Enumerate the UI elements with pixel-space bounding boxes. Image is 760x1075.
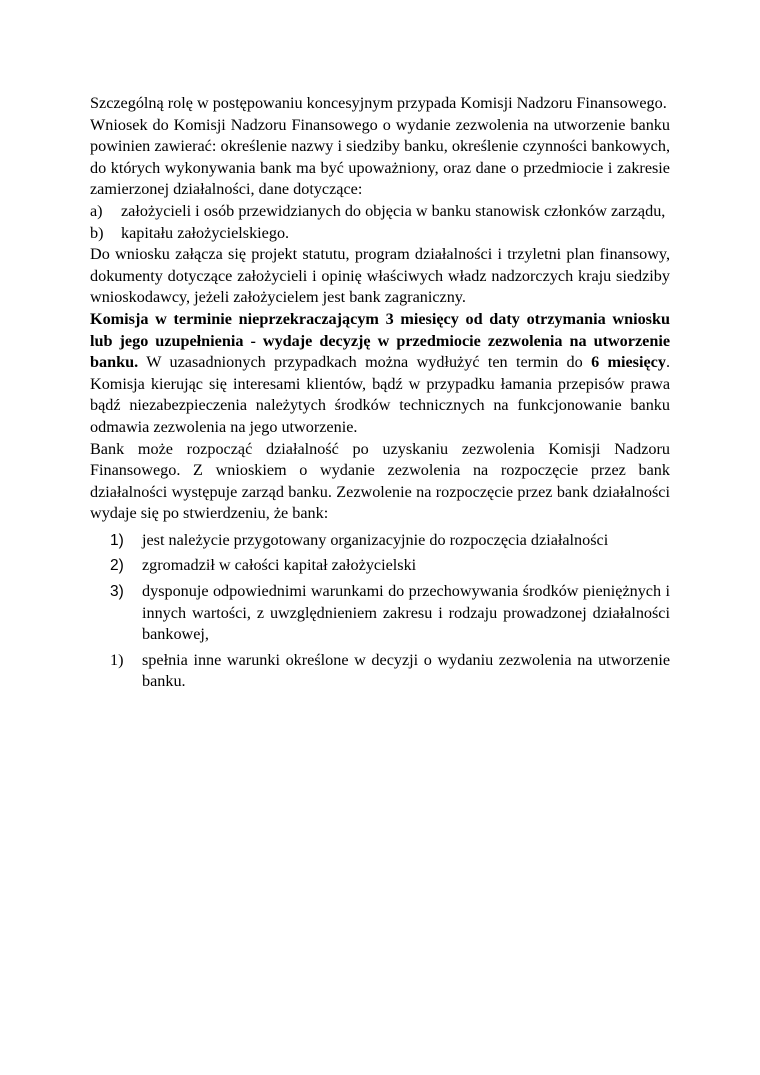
list-marker: 3) — [110, 583, 124, 601]
list-marker: 2) — [110, 557, 124, 575]
paragraph-decision — [90, 309, 670, 439]
decision-text-end: . Komisja kierując się interesami klientów, bądź w przypadku łamania przepisów prawa bądź niezabezpieczenia należytych środków technicznych na funkcjonowanie banku odmawia zezwolenia na jego utworzenie. — [90, 353, 670, 436]
paragraph-intro: Szczególną rolę w postępowaniu koncesyjnym przypada Komisji Nadzoru Finansowego. — [90, 94, 667, 112]
list-text: dysponuje odpowiednimi warunkami do przechowywania środków pieniężnych i innych wartości, z uwzględnieniem zakresu i rodzaju prowadzonej działalności bankowej, — [142, 582, 670, 644]
conditions-list — [90, 530, 670, 693]
decision-deadline-bold: 6 miesięcy — [591, 353, 666, 372]
lettered-item-a — [90, 201, 670, 223]
list-item — [90, 555, 670, 577]
paragraph-attachments: Do wniosku załącza się projekt statutu, program działalności i trzyletni plan finansowy, dokumenty dotyczące założycieli i opinię właściwych władz nadzorczych kraju siedziby wnioskodawcy, jeżeli założycielem jest bank zagraniczny. — [90, 245, 670, 307]
list-marker: 1) — [110, 531, 124, 549]
document-page — [90, 93, 670, 709]
paragraph-start-activity: Bank może rozpocząć działalność po uzyskaniu zezwolenia Komisji Nadzoru Finansowego. Z wnioskiem o wydanie zezwolenia na rozpoczęcie przez bank działalności występuje zarząd banku. Zezwolenie na rozpoczęcie przez bank działalności wydaje się po stwierdzeniu, że bank: — [90, 439, 670, 523]
list-text: spełnia inne warunki określone w decyzji o wydaniu zezwolenia na utworzenie banku. — [142, 650, 670, 691]
lettered-item-b — [90, 223, 670, 245]
decision-text: W uzasadnionych przypadkach można wydłużyć ten termin do — [138, 353, 592, 372]
lettered-marker: a) — [90, 201, 103, 220]
list-item — [90, 650, 670, 693]
list-marker: 1) — [110, 650, 124, 669]
paragraph-application: Wniosek do Komisji Nadzoru Finansowego o wydanie zezwolenia na utworzenie banku powinien zawierać: określenie nazwy i siedziby banku, określenie czynności bankowych, do których wykonywania bank ma być upoważniony, oraz dane o przedmiocie i zakresie zamierzonej działalności, dane dotyczące: — [90, 115, 670, 199]
list-item — [90, 581, 670, 646]
lettered-text: kapitału założycielskiego. — [121, 223, 290, 242]
list-item — [90, 530, 670, 552]
decision-bold-text: Komisja w terminie nieprzekraczającym 3 miesięcy od daty otrzymania wniosku lub jego uzupełnienia - wydaje decyzję w przedmiocie zezwolenia na utworzenie banku. — [90, 309, 670, 372]
lettered-marker: b) — [90, 223, 104, 242]
list-text: jest należycie przygotowany organizacyjnie do rozpoczęcia działalności — [142, 530, 609, 549]
list-text: zgromadził w całości kapitał założycielski — [142, 556, 417, 575]
lettered-text: założycieli i osób przewidzianych do objęcia w banku stanowisk członków zarządu, — [121, 201, 666, 220]
